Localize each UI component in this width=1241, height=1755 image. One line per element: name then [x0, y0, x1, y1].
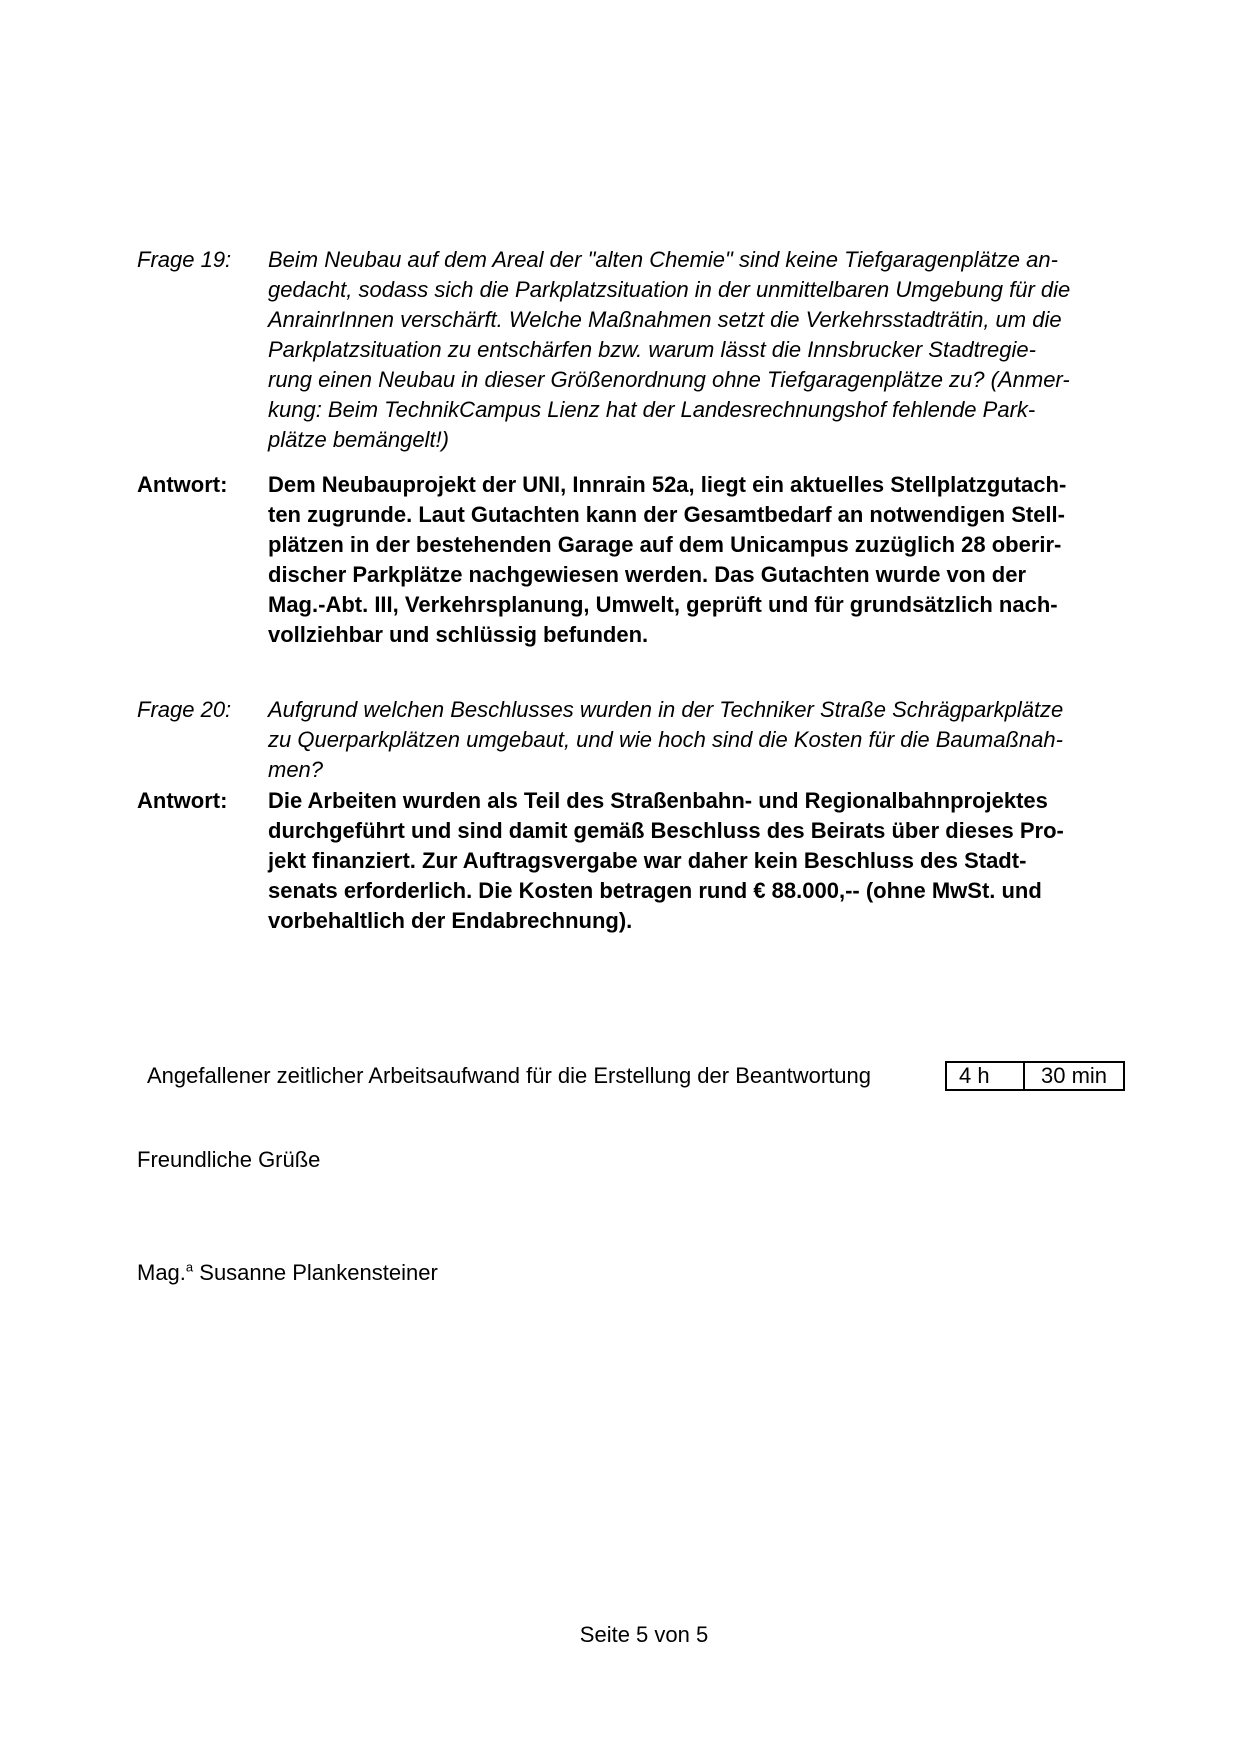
effort-minutes-cell: 30 min: [1041, 1063, 1108, 1088]
effort-label: Angefallener zeitlicher Arbeitsaufwand für die Erstellung der Beantwortung: [147, 1063, 871, 1088]
answer-20-text: Die Arbeiten wurden als Teil des Straßenbahn- und Regionalbahnprojektes durchgeführt und sind damit gemäß Beschluss des Beirats über dieses Pro- jekt finanziert. Zur Auftragsvergabe war daher kein Beschluss des Stadt- senats erforderlich. Die Kosten betragen rund € 88.000,-- (ohne MwSt. und vorbehaltlich der Endabrechnung).: [268, 788, 1064, 933]
answer-19-text: Dem Neubauprojekt der UNI, Innrain 52a, liegt ein aktuelles Stellplatzgutach- ten zugrunde. Laut Gutachten kann der Gesamtbedarf an notwendigen Stell- plätzen in der bestehenden Garage auf dem Unicampus zuzüglich 28 oberir- discher Parkplätze nachgewiesen werden. Das Gutachten wurde von der Mag.-Abt. III, Verkehrsplanung, Umwelt, geprüft und für grundsätzlich nach- vollziehbar und schlüssig befunden.: [268, 472, 1067, 647]
signer-name: Susanne Plankensteiner: [193, 1260, 438, 1285]
closing-greeting: Freundliche Grüße: [137, 1147, 321, 1172]
effort-row: [147, 1061, 1125, 1091]
question-19-text: Beim Neubau auf dem Areal der "alten Chemie" sind keine Tiefgaragenplätze an- gedacht, sodass sich die Parkplatzsituation in der unmittelbaren Umgebung für die AnrainrInnen verschärft. Welche Maßnahmen setzt die Verkehrsstadträtin, um die Parkplatzsituation zu entschärfen bzw. warum lässt die Innsbrucker Stadtregie- rung einen Neubau in dieser Größenordnung ohne Tiefgaragenplätze zu? (Anmer- kung: Beim TechnikCampus Lienz hat der Landesrechnungshof fehlende Park- plätze bemängelt!): [268, 247, 1071, 452]
answer-20-block: [137, 786, 1064, 936]
effort-hours-cell: 4 h: [947, 1063, 1025, 1089]
answer-19-block: [137, 470, 1067, 650]
question-19-label: Frage 19:: [137, 247, 232, 272]
signature-line: [137, 1258, 438, 1288]
question-19-block: [137, 245, 1071, 455]
answer-20-label: Antwort:: [137, 788, 228, 813]
question-20-block: [137, 695, 1064, 785]
answer-19-label: Antwort:: [137, 472, 228, 497]
signer-title: Mag.: [137, 1260, 186, 1285]
question-20-text: Aufgrund welchen Beschlusses wurden in der Techniker Straße Schrägparkplätze zu Querparkplätzen umgebaut, und wie hoch sind die Kosten für die Baumaßnah- men?: [268, 697, 1064, 782]
signer-title-superscript: a: [185, 1259, 194, 1275]
effort-table: [945, 1061, 1125, 1091]
page-number: Seite 5 von 5: [579, 1622, 709, 1647]
question-20-label: Frage 20:: [137, 697, 232, 722]
